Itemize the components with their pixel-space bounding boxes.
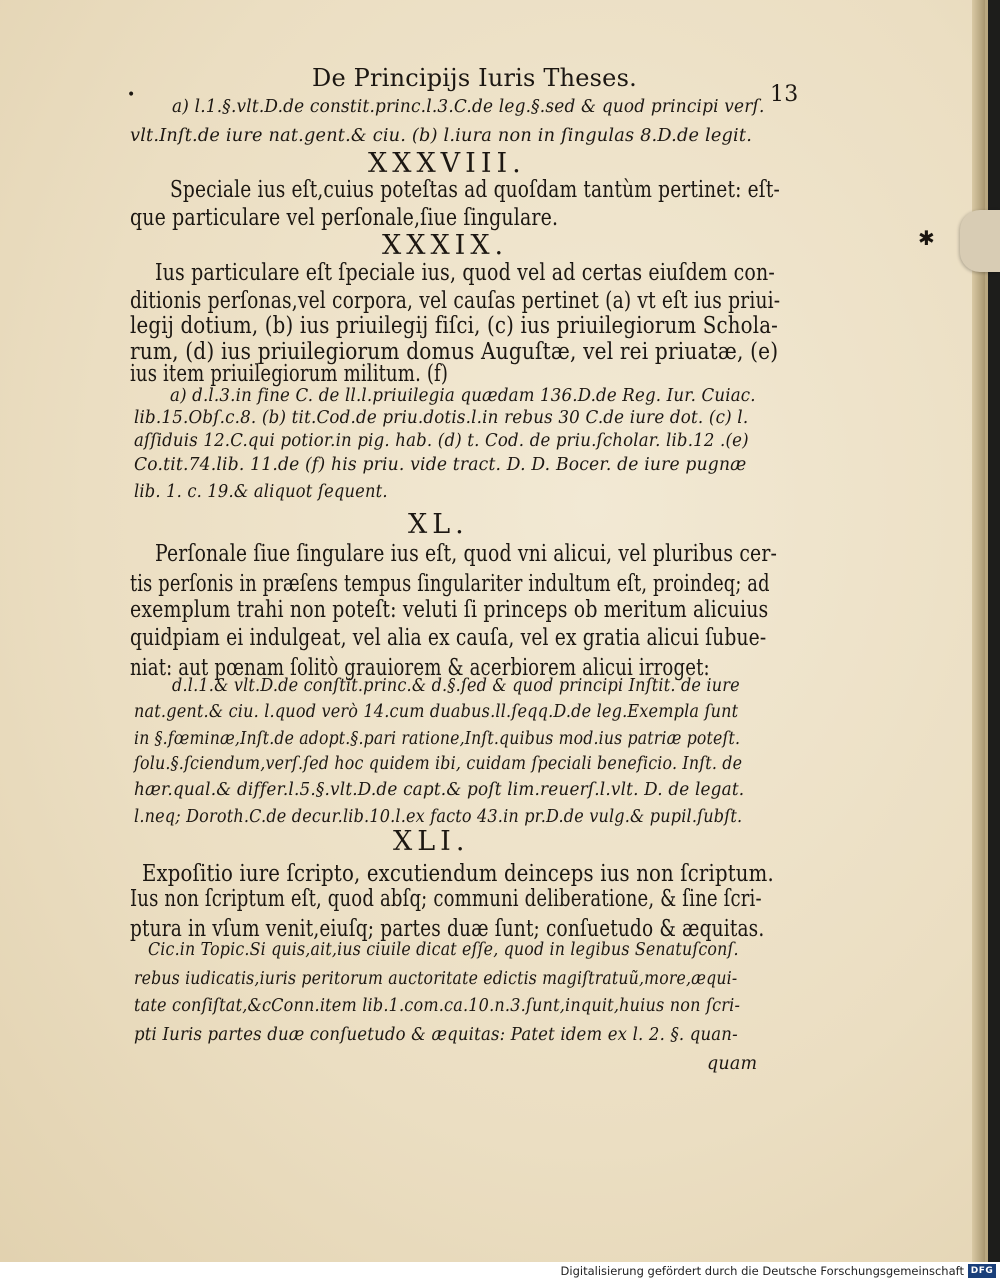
digitization-footer	[0, 1262, 1000, 1281]
text-line: Ius non ſcriptum eſt, quod abſq; communi deliberatione, & ſine ſcri-	[130, 884, 762, 912]
text-line: Speciale ius eſt,cuius poteſtas ad quoſdam tantùm pertinet: eſt-	[170, 175, 780, 203]
footnote-line: ſolu.§.ſciendum,verſ.ſed hoc quidem ibi, cuidam ſpeciali beneficio. Inſt. de	[134, 754, 743, 774]
text-line: ptura in vſum venit,eiuſq; partes duæ ſunt; conſuetudo & æquitas.	[130, 914, 765, 942]
footnote-line: aſſiduis 12.C.qui potior.in pig. hab. (d) t. Cod. de priu.ſcholar. lib.12 .(e)	[134, 431, 749, 451]
footnote-line: in §.fœminæ,Inſt.de adopt.§.pari ratione,Inſt.quibus mod.ius patriæ poteſt.	[134, 729, 741, 749]
text-line: Perſonale ſiue ſingulare ius eſt, quod vni alicui, vel pluribus cer-	[155, 539, 778, 567]
text-line: que particulare vel perſonale,ſiue ſingulare.	[130, 203, 559, 231]
footnote-line: nat.gent.& ciu. l.quod verò 14.cum duabus.ll.ſeqq.D.de leg.Exempla ſunt	[134, 702, 739, 722]
text-line: exemplum trahi non poteſt: veluti ſi princeps ob meritum alicuius	[130, 595, 769, 623]
text-line: ditionis perſonas,vel corpora, vel cauſas pertinet (a) vt eſt ius priui-	[130, 286, 781, 314]
footnote-line: Co.tit.74.lib. 11.de (f) his priu. vide tract. D. D. Bocer. de iure pugnæ	[134, 455, 747, 475]
footnote-line: lib.15.Obſ.c.8. (b) tit.Cod.de priu.dotis.l.in rebus 30 C.de iure dot. (c) l.	[134, 408, 749, 428]
text-line: rum, (d) ius priuilegiorum domus Auguſtæ, vel rei priuatæ, (e)	[130, 337, 779, 365]
text-line: Expoſitio iure ſcripto, excutiendum deinceps ius non ſcriptum.	[142, 859, 774, 887]
margin-mark: •	[127, 87, 136, 103]
asterisk-mark: ✱	[918, 226, 935, 250]
footnote-line: lib. 1. c. 19.& aliquot ſequent.	[134, 482, 388, 502]
footnote-line: hær.qual.& differ.l.5.§.vlt.D.de capt.& poſt lim.reuerſ.l.vlt. D. de legat.	[134, 780, 745, 800]
footer-credit: Digitalisierung gefördert durch die Deutsche Forschungsgemeinschaft	[560, 1264, 964, 1278]
running-head: De Principijs Iuris Theses.	[312, 64, 637, 92]
text-line: quidpiam ei indulgeat, vel alia ex cauſa, vel ex gratia alicui ſubue-	[130, 623, 767, 651]
page-tab	[960, 210, 1000, 272]
page-edge	[972, 0, 985, 1262]
section-heading: XL.	[408, 509, 469, 540]
footnote-line: quam	[707, 1054, 758, 1074]
text-line: ius item priuilegiorum militum. (f)	[130, 359, 449, 387]
section-heading: XXXVIII.	[368, 148, 526, 179]
footnote-line: rebus iudicatis,iuris peritorum auctoritate edictis magiſtratuũ,more,æqui-	[134, 969, 738, 989]
text-line: legij dotium, (b) ius priuilegij fiſci, (c) ius priuilegiorum Schola-	[130, 311, 779, 339]
text-line: niat: aut pœnam ſolitò grauiorem & acerbiorem alicui irroget:	[130, 653, 710, 681]
text-line: Ius particulare eſt ſpeciale ius, quod vel ad certas eiuſdem con-	[155, 258, 775, 286]
footnote-line: Cic.in Topic.Si quis,ait,ius ciuile dicat eſſe, quod in legibus Senatuſconſ.	[148, 940, 739, 960]
footnote-line: a) d.l.3.in fine C. de ll.l.priuilegia quædam 136.D.de Reg. Iur. Cuiac.	[170, 386, 756, 406]
section-heading: XXXIX.	[382, 230, 509, 261]
section-heading: XLI.	[393, 826, 470, 857]
footnote-line: l.neq; Doroth.C.de decur.lib.10.l.ex facto 43.in pr.D.de vulg.& pupil.ſubſt.	[134, 807, 743, 827]
footnote-line: vlt.Inſt.de iure nat.gent.& ciu. (b) l.iura non in ſingulas 8.D.de legit.	[130, 126, 753, 146]
footnote-line: pti Iuris partes duæ conſuetudo & æquitas: Patet idem ex l. 2. §. quan-	[134, 1025, 738, 1045]
text-line: tis perſonis in præſens tempus ſingulariter indultum eſt, proindeq; ad	[130, 569, 770, 597]
page-number: 13	[770, 82, 799, 107]
footnote-line: d.l.1.& vlt.D.de conſtit.princ.& d.§.ſed & quod principi Inſtit. de iure	[172, 676, 740, 696]
dfg-logo: DFG	[968, 1264, 996, 1278]
footnote-line: a) l.1.§.vlt.D.de constit.princ.l.3.C.de leg.§.sed & quod principi verſ.	[172, 97, 765, 117]
footnote-line: tate conſiſtat,&cConn.item lib.1.com.ca.10.n.3.ſunt,inquit,huius non ſcri-	[134, 996, 741, 1016]
